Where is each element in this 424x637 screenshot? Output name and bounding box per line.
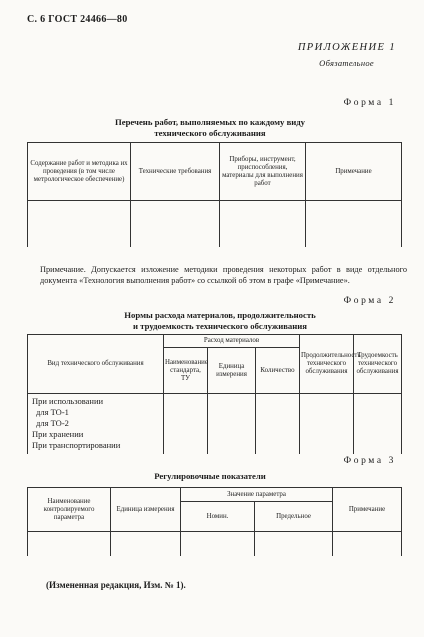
form2-label: Форма 2 xyxy=(343,296,396,306)
form1-title xyxy=(60,117,360,139)
appendix-title: ПРИЛОЖЕНИЕ 1 xyxy=(297,42,396,53)
form3-body-cell xyxy=(28,532,111,556)
form2-body-cell xyxy=(256,394,300,454)
edition-note: (Измененная редакция, Изм. № 1). xyxy=(46,580,186,590)
form3-col-group: Значение параметра xyxy=(181,488,333,502)
form3-col-limit: Предельное xyxy=(255,502,333,532)
form2-body-cell xyxy=(164,394,208,454)
form2-rows xyxy=(28,394,164,454)
form2-col-duration: Продолжительность технического обслуживания xyxy=(300,335,354,394)
form3-body-cell xyxy=(111,532,181,556)
form2-title-line2: и трудоемкость технического обслуживания xyxy=(133,321,307,331)
form1-title-line2: технического обслуживания xyxy=(154,128,266,138)
form2-row-storage: При хранении xyxy=(32,429,84,439)
form2-col-type: Вид технического обслуживания xyxy=(28,335,164,394)
form1-col-instruments: Приборы, инструмент, приспособления, материалы для выполнения работ xyxy=(220,143,306,201)
form3-title: Регулировочные показатели xyxy=(154,471,266,481)
form2-col-unit: Единица измерения xyxy=(208,348,256,394)
form2-col-labor: Трудоемкость технического обслуживания xyxy=(354,335,402,394)
form3-col-note: Примечание xyxy=(333,488,402,532)
appendix-subtitle: Обязательное xyxy=(319,58,374,68)
form1-body-cell xyxy=(220,201,306,247)
form3-label: Форма 3 xyxy=(343,456,396,466)
form1-col-note: Примечание xyxy=(306,143,402,201)
form1-note: Примечание. Допускается изложение методики проведения некоторых работ в виде отдельного документа «Технология выполнения работ» со ссылкой об этом в графе «Примечание». xyxy=(40,265,407,285)
form1-body-cell xyxy=(131,201,220,247)
form1-body-cell xyxy=(28,201,131,247)
form2-table xyxy=(27,334,402,454)
form2-row-to1: для ТО-1 xyxy=(36,407,69,417)
form1-table xyxy=(27,142,402,247)
form3-col-nominal: Номин. xyxy=(181,502,255,532)
form2-row-to2: для ТО-2 xyxy=(36,418,69,428)
form3-body-cell xyxy=(181,532,255,556)
form2-col-name: Наименование стандарта, ТУ xyxy=(164,348,208,394)
form3-body-cell xyxy=(333,532,402,556)
form2-col-qty: Количество xyxy=(256,348,300,394)
form3-body-cell xyxy=(255,532,333,556)
form3-table xyxy=(27,487,402,556)
form1-col-requirements: Технические требования xyxy=(131,143,220,201)
form1-title-line1: Перечень работ, выполняемых по каждому виду xyxy=(114,117,306,127)
form2-row-transport: При транспортировании xyxy=(32,440,121,450)
form1-body-cell xyxy=(306,201,402,247)
form1-col-content: Содержание работ и методика их проведения (в том числе метрологическое обеспечение) xyxy=(28,143,131,201)
form2-col-group: Расход материалов xyxy=(164,335,300,348)
form3-col-unit: Единица измерения xyxy=(111,488,181,532)
page-header: С. 6 ГОСТ 24466—80 xyxy=(27,14,128,25)
form2-title-line1: Нормы расхода материалов, продолжительность xyxy=(124,310,316,320)
form3-col-name: Наименование контролируемого параметра xyxy=(28,488,111,532)
form2-body-cell xyxy=(208,394,256,454)
form2-title xyxy=(60,310,380,332)
form2-body-cell xyxy=(300,394,354,454)
form2-row-usage: При использовании xyxy=(32,396,104,406)
form2-body-cell xyxy=(354,394,402,454)
form1-label: Форма 1 xyxy=(343,98,396,108)
